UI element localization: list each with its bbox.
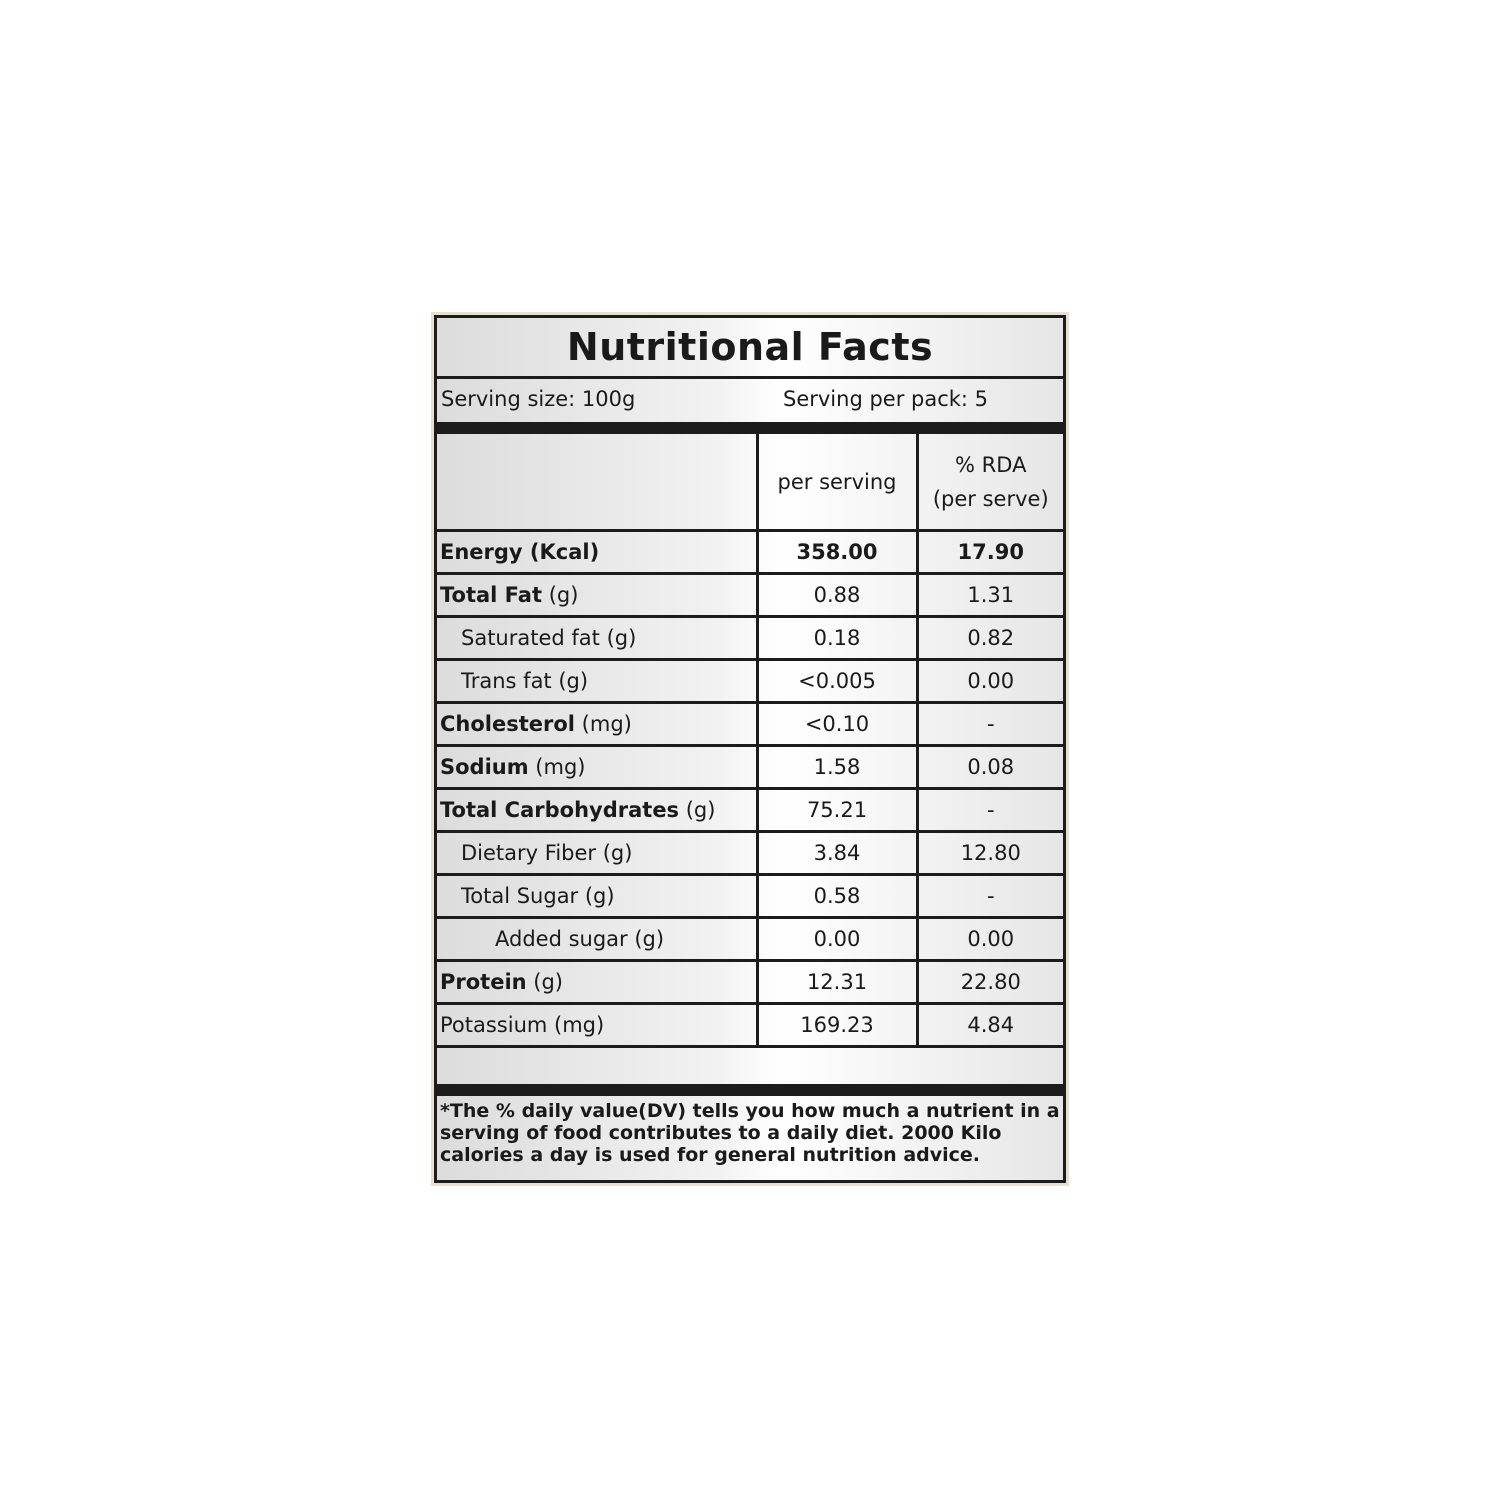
table-header-row — [437, 434, 1063, 531]
top-divider-bar — [437, 422, 1063, 434]
per-serving-value: 3.84 — [757, 832, 917, 875]
nutrient-name: Potassium (mg) — [437, 1004, 757, 1047]
nutrient-unit: (mg) — [528, 755, 586, 779]
nutrient-name — [437, 961, 757, 1004]
table-row — [437, 832, 1063, 875]
per-serving-value: 0.18 — [757, 617, 917, 660]
nutrient-unit: (g) — [526, 970, 564, 994]
nutrient-name: Total Sugar (g) — [437, 875, 757, 918]
nutrient-name-bold: Total Fat — [440, 583, 543, 607]
nutrient-name — [437, 746, 757, 789]
per-serving-value: <0.10 — [757, 703, 917, 746]
nutrient-name — [437, 574, 757, 617]
nutrient-unit: (g) — [542, 583, 579, 607]
table-row — [437, 531, 1063, 574]
label-title: Nutritional Facts — [437, 318, 1063, 379]
table-row — [437, 660, 1063, 703]
per-serving-value: 358.00 — [757, 531, 917, 574]
per-serving-value: 12.31 — [757, 961, 917, 1004]
table-row — [437, 574, 1063, 617]
per-serving-value: 0.58 — [757, 875, 917, 918]
per-serving-value: 75.21 — [757, 789, 917, 832]
per-serving-value: 0.00 — [757, 918, 917, 961]
table-row — [437, 1004, 1063, 1047]
nutrition-table — [437, 434, 1063, 1048]
per-serving-value: 0.88 — [757, 574, 917, 617]
nutrition-label-frame — [431, 312, 1069, 1186]
nutrient-name — [437, 789, 757, 832]
rda-value: 0.00 — [917, 918, 1063, 961]
nutrient-name: Trans fat (g) — [437, 660, 757, 703]
nutrient-name-bold: Protein — [440, 970, 527, 994]
rda-value: - — [917, 789, 1063, 832]
bottom-divider-bar — [437, 1084, 1063, 1096]
header-rda — [917, 434, 1063, 531]
table-row — [437, 703, 1063, 746]
rda-value: 0.08 — [917, 746, 1063, 789]
rda-value: - — [917, 875, 1063, 918]
nutrient-name: Energy (Kcal) — [437, 531, 757, 574]
rda-value: 0.82 — [917, 617, 1063, 660]
nutrient-name: Saturated fat (g) — [437, 617, 757, 660]
per-serving-value: 169.23 — [757, 1004, 917, 1047]
per-serving-value: <0.005 — [757, 660, 917, 703]
header-rda-line1: % RDA — [955, 452, 1027, 477]
table-row — [437, 617, 1063, 660]
per-serving-value: 1.58 — [757, 746, 917, 789]
nutrient-name: Dietary Fiber (g) — [437, 832, 757, 875]
nutrient-name — [437, 703, 757, 746]
rda-value: 22.80 — [917, 961, 1063, 1004]
nutrient-name: Added sugar (g) — [437, 918, 757, 961]
rda-value: - — [917, 703, 1063, 746]
serving-info — [437, 379, 1063, 421]
header-rda-line2: (per serve) — [932, 486, 1049, 511]
rda-value: 4.84 — [917, 1004, 1063, 1047]
rda-value: 0.00 — [917, 660, 1063, 703]
table-row — [437, 746, 1063, 789]
table-row — [437, 875, 1063, 918]
nutrient-name-bold: Cholesterol — [440, 712, 575, 736]
nutrient-name-bold: Total Carbohydrates — [440, 798, 680, 822]
rda-value: 12.80 — [917, 832, 1063, 875]
table-row — [437, 918, 1063, 961]
rda-value: 1.31 — [917, 574, 1063, 617]
nutrition-label — [434, 315, 1066, 1183]
rda-value: 17.90 — [917, 531, 1063, 574]
serving-size: Serving size: 100g — [441, 387, 636, 411]
nutrient-name-bold: Sodium — [440, 755, 529, 779]
table-row — [437, 961, 1063, 1004]
header-blank-cell — [437, 434, 757, 531]
nutrient-unit: (g) — [679, 798, 716, 822]
nutrient-unit: (mg) — [575, 712, 632, 736]
table-row — [437, 789, 1063, 832]
header-per-serving: per serving — [757, 434, 917, 531]
footnote: *The % daily value(DV) tells you how much a nutrient in a serving of food contributes to a daily diet. 2000 Kilo calories a day is used for general nutrition advice. — [440, 1100, 1060, 1166]
serving-per-pack: Serving per pack: 5 — [783, 387, 989, 411]
